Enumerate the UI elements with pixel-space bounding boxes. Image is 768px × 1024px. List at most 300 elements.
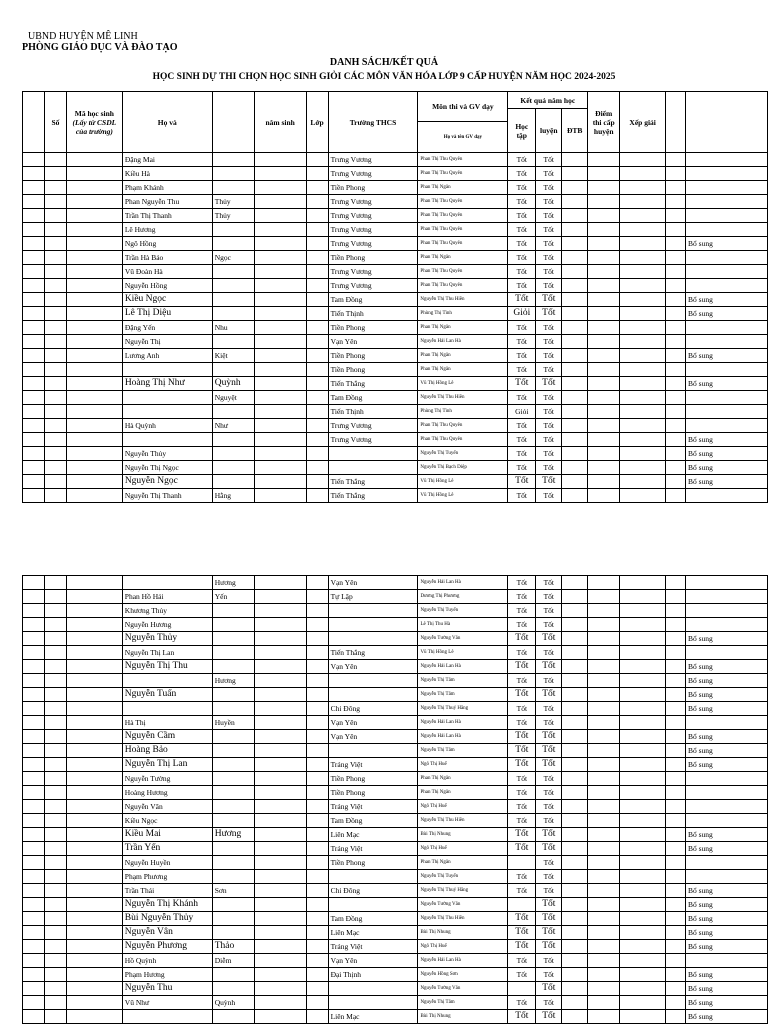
school-name: Trưng Vương (328, 153, 418, 167)
empty-cell (588, 265, 620, 279)
empty-cell (254, 590, 306, 604)
empty-cell (562, 716, 588, 730)
empty-cell (44, 674, 66, 688)
note-cell (686, 618, 768, 632)
teacher-name: Phan Thị Thu Quyên (418, 419, 508, 433)
study-result: Tốt (508, 279, 536, 293)
empty-cell (66, 223, 122, 237)
conduct-result: Tốt (536, 181, 562, 195)
empty-cell (306, 856, 328, 870)
empty-cell (44, 181, 66, 195)
empty-cell (254, 419, 306, 433)
empty-cell (23, 223, 45, 237)
student-surname: Lê Hương (122, 223, 212, 237)
study-result: Tốt (508, 265, 536, 279)
student-surname: Nguyễn Thị Lan (122, 646, 212, 660)
empty-cell (666, 377, 686, 391)
teacher-name: Vũ Thị Hồng Lê (418, 377, 508, 391)
empty-cell (620, 800, 666, 814)
empty-cell (23, 153, 45, 167)
teacher-name: Phan Thị Ngân (418, 181, 508, 195)
empty-cell (562, 405, 588, 419)
document-subtitle: HỌC SINH DỰ THI CHỌN HỌC SINH GIỎI CÁC MÔN VĂN HÓA LỚP 9 CẤP HUYỆN NĂM HỌC 2024-2025 (152, 72, 616, 82)
student-given-name: Yến (212, 590, 254, 604)
empty-cell (66, 912, 122, 926)
study-result: Tốt (508, 646, 536, 660)
empty-cell (666, 786, 686, 800)
empty-cell (23, 786, 45, 800)
empty-cell (666, 335, 686, 349)
empty-cell (588, 405, 620, 419)
empty-cell (588, 223, 620, 237)
table-row (23, 898, 768, 912)
col-diem-thi: Điểm thi cấp huyện (588, 92, 620, 153)
study-result: Tốt (508, 632, 536, 646)
empty-cell (620, 940, 666, 954)
empty-cell (306, 293, 328, 307)
empty-cell (306, 195, 328, 209)
student-surname: Nguyễn Huyền (122, 856, 212, 870)
empty-cell (588, 590, 620, 604)
student-given-name (212, 405, 254, 419)
empty-cell (44, 814, 66, 828)
table-row (23, 377, 768, 391)
empty-cell (588, 363, 620, 377)
school-name: Tráng Việt (328, 800, 418, 814)
empty-cell (666, 153, 686, 167)
teacher-name: Nguyễn Hải Lan Hà (418, 716, 508, 730)
student-given-name (212, 842, 254, 856)
school-name (328, 898, 418, 912)
teacher-name: Vũ Thị Hồng Lê (418, 646, 508, 660)
empty-cell (306, 590, 328, 604)
empty-cell (620, 604, 666, 618)
empty-cell (44, 912, 66, 926)
school-name: Tiền Phong (328, 349, 418, 363)
empty-cell (562, 898, 588, 912)
empty-cell (306, 716, 328, 730)
empty-cell (306, 265, 328, 279)
teacher-name: Bùi Thị Nhung (418, 926, 508, 940)
student-surname (122, 363, 212, 377)
empty-cell (620, 814, 666, 828)
empty-cell (66, 349, 122, 363)
empty-cell (666, 576, 686, 590)
empty-cell (666, 702, 686, 716)
empty-cell (620, 772, 666, 786)
study-result: Tốt (508, 363, 536, 377)
empty-cell (23, 618, 45, 632)
school-name: Trưng Vương (328, 279, 418, 293)
empty-cell (23, 475, 45, 489)
conduct-result: Tốt (536, 576, 562, 590)
empty-cell (588, 1010, 620, 1024)
empty-cell (23, 419, 45, 433)
empty-cell (562, 758, 588, 772)
empty-cell (620, 433, 666, 447)
student-surname (122, 702, 212, 716)
empty-cell (66, 744, 122, 758)
student-surname: Bùi Nguyễn Thủy (122, 912, 212, 926)
note-cell (686, 167, 768, 181)
school-name: Trưng Vương (328, 209, 418, 223)
empty-cell (620, 181, 666, 195)
note-cell (686, 814, 768, 828)
empty-cell (588, 349, 620, 363)
empty-cell (588, 461, 620, 475)
table-row (23, 856, 768, 870)
empty-cell (588, 758, 620, 772)
empty-cell (666, 391, 686, 405)
empty-cell (306, 828, 328, 842)
study-result: Tốt (508, 940, 536, 954)
study-result: Tốt (508, 321, 536, 335)
empty-cell (44, 447, 66, 461)
table-row (23, 744, 768, 758)
study-result: Tốt (508, 419, 536, 433)
school-name: Vạn Yên (328, 660, 418, 674)
student-surname: Hoàng Thị Như (122, 377, 212, 391)
empty-cell (23, 293, 45, 307)
empty-cell (23, 279, 45, 293)
empty-cell (44, 279, 66, 293)
note-cell: Bổ sung (686, 688, 768, 702)
conduct-result: Tốt (536, 618, 562, 632)
student-given-name (212, 800, 254, 814)
table-row (23, 702, 768, 716)
study-result (508, 898, 536, 912)
empty-cell (23, 912, 45, 926)
student-surname: Nguyễn Tuấn (122, 688, 212, 702)
student-surname: Phạm Khánh (122, 181, 212, 195)
empty-cell (666, 475, 686, 489)
empty-cell (66, 475, 122, 489)
empty-cell (306, 786, 328, 800)
student-surname: Nguyễn Thị Khánh (122, 898, 212, 912)
conduct-result: Tốt (536, 632, 562, 646)
empty-cell (306, 604, 328, 618)
table-row (23, 982, 768, 996)
study-result: Tốt (508, 954, 536, 968)
empty-cell (44, 954, 66, 968)
col-lop: Lớp (306, 92, 328, 153)
student-given-name (212, 1010, 254, 1024)
school-name: Tiến Thịnh (328, 307, 418, 321)
student-given-name: Huyền (212, 716, 254, 730)
note-cell: Bổ sung (686, 898, 768, 912)
empty-cell (562, 982, 588, 996)
empty-cell (66, 814, 122, 828)
empty-cell (66, 842, 122, 856)
empty-cell (666, 912, 686, 926)
empty-cell (23, 646, 45, 660)
conduct-result: Tốt (536, 646, 562, 660)
conduct-result: Tốt (536, 433, 562, 447)
student-given-name: Nhu (212, 321, 254, 335)
study-result: Tốt (508, 618, 536, 632)
empty-cell (66, 1010, 122, 1024)
table-row (23, 181, 768, 195)
note-cell (686, 265, 768, 279)
empty-cell (66, 321, 122, 335)
empty-cell (620, 674, 666, 688)
empty-cell (562, 279, 588, 293)
empty-cell (588, 870, 620, 884)
teacher-name: Phan Thị Thu Quyên (418, 265, 508, 279)
study-result (508, 856, 536, 870)
student-surname: Vũ Như (122, 996, 212, 1010)
table-row (23, 195, 768, 209)
note-cell: Bổ sung (686, 461, 768, 475)
student-surname (122, 576, 212, 590)
empty-cell (66, 167, 122, 181)
school-name (328, 688, 418, 702)
study-result: Tốt (508, 475, 536, 489)
empty-cell (306, 688, 328, 702)
study-result: Tốt (508, 660, 536, 674)
student-surname: Phạm Phương (122, 870, 212, 884)
student-given-name: Nguyệt (212, 391, 254, 405)
student-given-name: Thủy (212, 195, 254, 209)
empty-cell (23, 996, 45, 1010)
empty-cell (44, 1010, 66, 1024)
note-cell: Bổ sung (686, 968, 768, 982)
empty-cell (666, 884, 686, 898)
conduct-result: Tốt (536, 688, 562, 702)
empty-cell (620, 321, 666, 335)
empty-cell (588, 898, 620, 912)
school-name: Tráng Việt (328, 940, 418, 954)
teacher-name: Phan Thị Thu Quyên (418, 433, 508, 447)
empty-cell (666, 279, 686, 293)
empty-cell (588, 195, 620, 209)
table-row (23, 926, 768, 940)
note-cell: Bổ sung (686, 1010, 768, 1024)
school-name: Vạn Yên (328, 730, 418, 744)
note-cell (686, 489, 768, 503)
empty-cell (306, 209, 328, 223)
student-surname: Hà Quỳnh (122, 419, 212, 433)
empty-cell (562, 433, 588, 447)
school-name: Liên Mạc (328, 828, 418, 842)
empty-cell (562, 996, 588, 1010)
student-given-name: Thủy (212, 209, 254, 223)
empty-cell (620, 279, 666, 293)
results-table-1 (22, 91, 768, 503)
empty-cell (23, 335, 45, 349)
empty-cell (666, 898, 686, 912)
teacher-name: Phan Thị Thu Quyên (418, 195, 508, 209)
teacher-name: Phan Thị Ngân (418, 321, 508, 335)
empty-cell (620, 391, 666, 405)
study-result: Tốt (508, 730, 536, 744)
empty-cell (588, 153, 620, 167)
study-result: Tốt (508, 590, 536, 604)
empty-cell (254, 688, 306, 702)
student-given-name (212, 335, 254, 349)
empty-cell (562, 632, 588, 646)
empty-cell (588, 982, 620, 996)
empty-cell (620, 237, 666, 251)
student-given-name (212, 461, 254, 475)
empty-cell (620, 167, 666, 181)
study-result: Tốt (508, 800, 536, 814)
student-given-name (212, 223, 254, 237)
empty-cell (306, 730, 328, 744)
conduct-result: Tốt (536, 251, 562, 265)
empty-cell (44, 926, 66, 940)
empty-cell (306, 223, 328, 237)
note-cell (686, 772, 768, 786)
col-ket-qua: Kết quả năm học (508, 92, 588, 109)
conduct-result: Tốt (536, 237, 562, 251)
table-row (23, 391, 768, 405)
student-given-name (212, 786, 254, 800)
empty-cell (44, 321, 66, 335)
empty-cell (44, 604, 66, 618)
conduct-result: Tốt (536, 884, 562, 898)
empty-cell (666, 730, 686, 744)
empty-cell (562, 489, 588, 503)
empty-cell (44, 195, 66, 209)
empty-cell (44, 405, 66, 419)
note-cell (686, 223, 768, 237)
note-cell (686, 604, 768, 618)
empty-cell (620, 307, 666, 321)
empty-cell (66, 688, 122, 702)
school-name: Vạn Yên (328, 576, 418, 590)
empty-cell (44, 618, 66, 632)
student-given-name (212, 982, 254, 996)
empty-cell (620, 335, 666, 349)
empty-cell (254, 758, 306, 772)
empty-cell (254, 293, 306, 307)
student-given-name (212, 968, 254, 982)
school-name: Liên Mạc (328, 926, 418, 940)
conduct-result: Tốt (536, 279, 562, 293)
empty-cell (44, 982, 66, 996)
empty-cell (44, 744, 66, 758)
empty-cell (666, 674, 686, 688)
empty-cell (44, 576, 66, 590)
empty-cell (562, 912, 588, 926)
student-given-name: Ngọc (212, 251, 254, 265)
study-result: Tốt (508, 814, 536, 828)
empty-cell (66, 237, 122, 251)
empty-cell (254, 800, 306, 814)
empty-cell (588, 702, 620, 716)
school-name (328, 447, 418, 461)
empty-cell (562, 307, 588, 321)
student-surname: Khương Thủy (122, 604, 212, 618)
col-ma-hs-label: Mã học sinh (74, 108, 114, 118)
empty-cell (44, 167, 66, 181)
empty-cell (254, 265, 306, 279)
empty-cell (23, 181, 45, 195)
empty-cell (44, 293, 66, 307)
empty-cell (23, 167, 45, 181)
teacher-name: Phùng Thị Tình (418, 405, 508, 419)
conduct-result: Tốt (536, 842, 562, 856)
teacher-name: Phan Thị Ngân (418, 363, 508, 377)
empty-cell (588, 251, 620, 265)
note-cell: Bổ sung (686, 377, 768, 391)
org-name-line1: UBND HUYỆN MÊ LINH (28, 31, 138, 42)
note-cell: Bổ sung (686, 702, 768, 716)
empty-cell (562, 363, 588, 377)
table-row (23, 814, 768, 828)
table-row (23, 251, 768, 265)
student-surname: Nguyễn Thủy (122, 632, 212, 646)
teacher-name: Nguyễn Tường Vân (418, 898, 508, 912)
empty-cell (666, 996, 686, 1010)
table-row (23, 447, 768, 461)
study-result: Tốt (508, 884, 536, 898)
empty-cell (44, 489, 66, 503)
student-surname (122, 391, 212, 405)
empty-cell (306, 167, 328, 181)
empty-cell (562, 786, 588, 800)
table-row (23, 590, 768, 604)
student-given-name (212, 265, 254, 279)
student-given-name (212, 293, 254, 307)
empty-cell (66, 307, 122, 321)
student-given-name (212, 181, 254, 195)
empty-cell (66, 618, 122, 632)
school-name: Vạn Yên (328, 954, 418, 968)
school-name: Tiền Phong (328, 321, 418, 335)
empty-cell (562, 926, 588, 940)
table-row (23, 758, 768, 772)
conduct-result: Tốt (536, 405, 562, 419)
empty-cell (588, 433, 620, 447)
note-cell: Bổ sung (686, 433, 768, 447)
empty-cell (588, 800, 620, 814)
empty-cell (620, 786, 666, 800)
empty-cell (66, 251, 122, 265)
school-name: Chi Đông (328, 702, 418, 716)
school-name: Tiến Thắng (328, 646, 418, 660)
note-cell: Bổ sung (686, 475, 768, 489)
empty-cell (666, 307, 686, 321)
empty-cell (254, 996, 306, 1010)
table-row (23, 335, 768, 349)
student-surname: Trần Yến (122, 842, 212, 856)
empty-cell (620, 377, 666, 391)
empty-cell (588, 926, 620, 940)
empty-cell (23, 828, 45, 842)
table-row (23, 419, 768, 433)
empty-cell (44, 391, 66, 405)
empty-cell (666, 800, 686, 814)
teacher-name: Vũ Thị Hồng Lê (418, 475, 508, 489)
student-given-name (212, 688, 254, 702)
empty-cell (306, 433, 328, 447)
study-result: Tốt (508, 688, 536, 702)
school-name: Tiến Thịnh (328, 405, 418, 419)
empty-cell (306, 800, 328, 814)
empty-cell (254, 702, 306, 716)
empty-cell (620, 405, 666, 419)
empty-cell (23, 461, 45, 475)
note-cell (686, 646, 768, 660)
empty-cell (66, 335, 122, 349)
study-result: Tốt (508, 153, 536, 167)
teacher-name: Nguyễn Hồng Sơn (418, 968, 508, 982)
conduct-result: Tốt (536, 321, 562, 335)
empty-cell (306, 335, 328, 349)
student-given-name (212, 475, 254, 489)
